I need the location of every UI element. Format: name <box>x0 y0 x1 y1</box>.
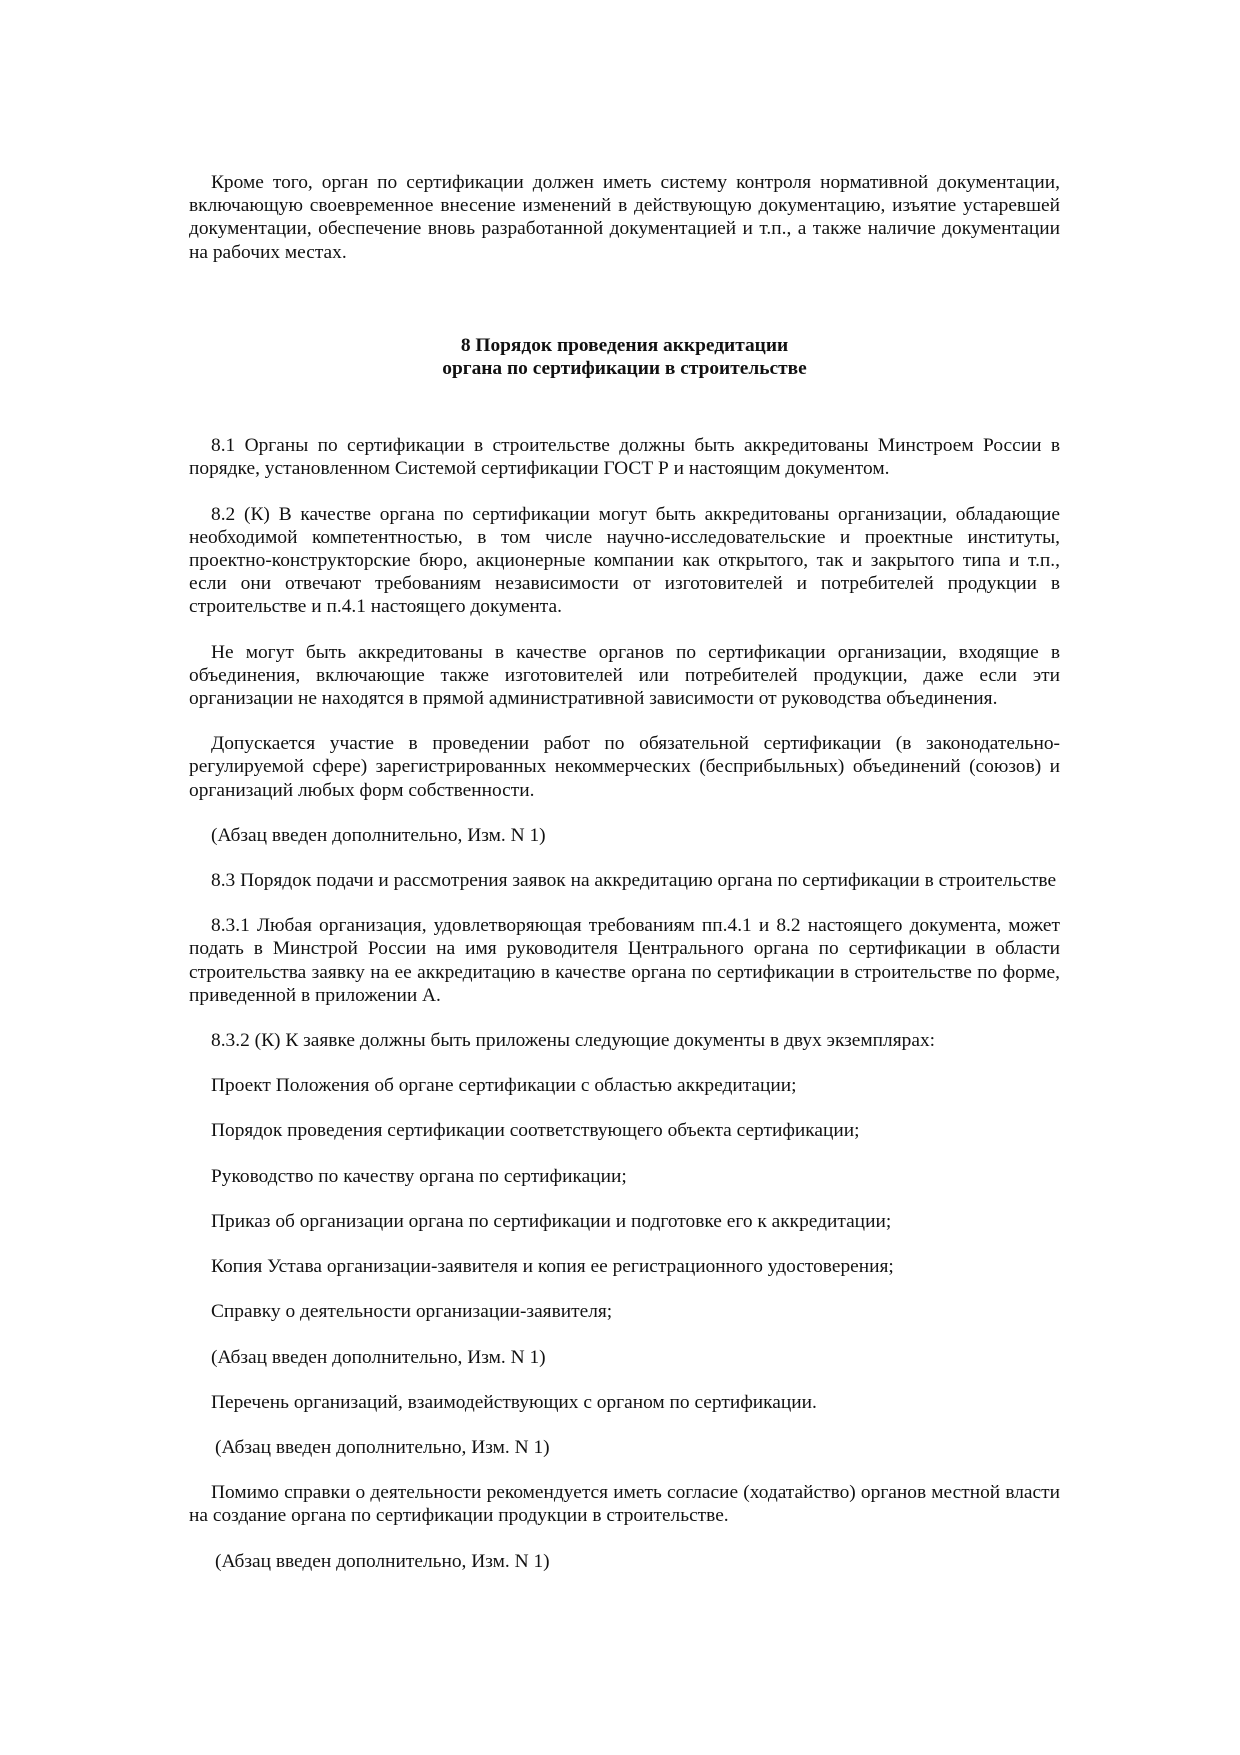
list-item: Руководство по качеству органа по сертификации; <box>211 1165 627 1187</box>
paragraph-8-3-1: 8.3.1 Любая организация, удовлетворяющая требованиям пп.4.1 и 8.2 настоящего документа, может подать в Минстрой России на имя руководителя Центрального органа по сертификации в области строительства заявку на ее аккредитацию в качестве органа по сертификации в строительстве по форме, приведенной в приложении А. <box>189 915 1060 1006</box>
paragraph-participation: Допускается участие в проведении работ по обязательной сертификации (в законодательно-регулируемой сфере) зарегистрированных некоммерческих (бесприбыльных) объединений (союзов) и организаций любых форм собственности. <box>189 733 1060 801</box>
list-item: Порядок проведения сертификации соответствующего объекта сертификации; <box>211 1120 860 1142</box>
intro-paragraph: Кроме того, орган по сертификации должен иметь систему контроля нормативной документации, включающую своевременное внесение изменений в действующую документацию, изъятие устаревшей документации, обеспечение вновь разработанной документацией и т.п., а также наличие документации на рабочих местах. <box>189 172 1060 263</box>
amendment-note: (Абзац введен дополнительно, Изм. N 1) <box>211 824 546 846</box>
document-page <box>189 171 1060 1595</box>
section-heading-line-2: органа по сертификации в строительстве <box>442 358 807 380</box>
paragraph-not-accredited: Не могут быть аккредитованы в качестве органов по сертификации организации, входящие в объединения, включающие также изготовителей или потребителей продукции, даже если эти организации не находятся в прямой административной зависимости от руководства объединения. <box>189 641 1060 710</box>
amendment-note: (Абзац введен дополнительно, Изм. N 1) <box>215 1550 550 1572</box>
paragraph-8-2: 8.2 (К) В качестве органа по сертификации могут быть аккредитованы организации, обладающие необходимой компетентностью, в том числе научно-исследовательские и проектные институты, проектно-конструкторские бюро, акционерные компании как открытого, так и закрытого типа и т.п., если они отвечают требованиям независимости от изготовителей и потребителей продукции в строительстве и п.4.1 настоящего документа. <box>189 503 1060 618</box>
amendment-note: (Абзац введен дополнительно, Изм. N 1) <box>215 1436 550 1458</box>
paragraph-local-authority: Помимо справки о деятельности рекомендуется иметь согласие (ходатайство) органов местной власти на создание органа по сертификации продукции в строительстве. <box>189 1482 1060 1527</box>
section-heading <box>189 334 1060 380</box>
list-item: Проект Положения об органе сертификации с областью аккредитации; <box>211 1075 797 1097</box>
list-item: Приказ об организации органа по сертификации и подготовке его к аккредитации; <box>211 1210 892 1232</box>
amendment-note: (Абзац введен дополнительно, Изм. N 1) <box>211 1346 546 1368</box>
section-heading-line-1: 8 Порядок проведения аккредитации <box>460 334 789 356</box>
list-item: Копия Устава организации-заявителя и копия ее регистрационного удостоверения; <box>211 1256 894 1278</box>
list-item: Справку о деятельности организации-заявителя; <box>211 1301 613 1323</box>
paragraph-8-3: 8.3 Порядок подачи и рассмотрения заявок на аккредитацию органа по сертификации в строительстве <box>211 870 1057 892</box>
paragraph-8-1: 8.1 Органы по сертификации в строительстве должны быть аккредитованы Минстроем России в порядке, установленном Системой сертификации ГОСТ Р и настоящим документом. <box>189 435 1060 480</box>
paragraph-8-3-2: 8.3.2 (К) К заявке должны быть приложены следующие документы в двух экземплярах: <box>211 1030 936 1052</box>
list-item: Перечень организаций, взаимодействующих с органом по сертификации. <box>211 1391 817 1413</box>
